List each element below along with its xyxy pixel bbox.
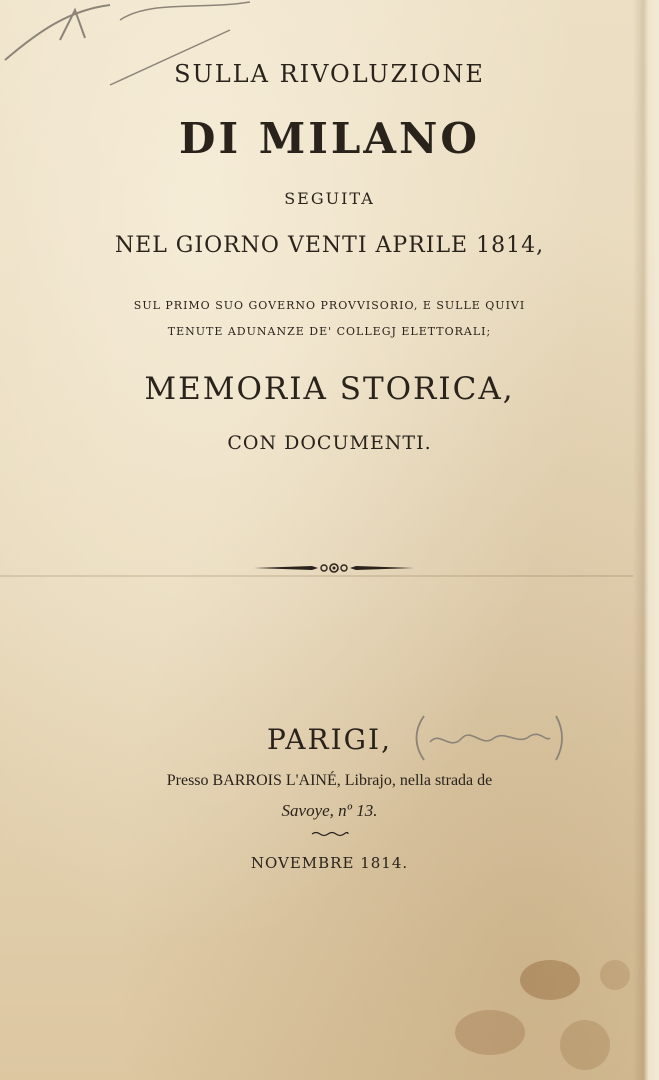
paper-edge bbox=[633, 0, 659, 1080]
subtitle-line-1: SUL PRIMO SUO GOVERNO PROVVISORIO, E SULLE QUIVI bbox=[133, 299, 526, 312]
imprint-address: Savoye, nº 13. bbox=[281, 801, 378, 820]
title-line-1: SULLA RIVOLUZIONE bbox=[174, 60, 485, 88]
foxing-stain bbox=[600, 960, 630, 990]
imprint-publisher: Presso BARROIS L'AINÉ, Librajo, nella strada de bbox=[166, 772, 493, 789]
title-main: DI MILANO bbox=[179, 114, 480, 163]
work-extra: CON DOCUMENTI. bbox=[227, 432, 432, 454]
subtitle-line-2: TENUTE ADUNANZE DE' COLLEGJ ELETTORALI; bbox=[167, 325, 492, 338]
title-line-4: NEL GIORNO VENTI APRILE 1814, bbox=[114, 233, 545, 258]
work-kind: MEMORIA STORICA, bbox=[144, 371, 515, 407]
foxing-stain bbox=[520, 960, 580, 1000]
foxing-stain bbox=[560, 1020, 610, 1070]
title-line-3: SEGUITA bbox=[284, 189, 375, 208]
imprint-date: NOVEMBRE 1814. bbox=[250, 854, 409, 872]
ornamental-rule-icon bbox=[252, 560, 416, 576]
foxing-stain bbox=[455, 1010, 525, 1055]
small-flourish-icon bbox=[310, 830, 350, 838]
imprint-city: PARIGI, bbox=[267, 723, 392, 756]
